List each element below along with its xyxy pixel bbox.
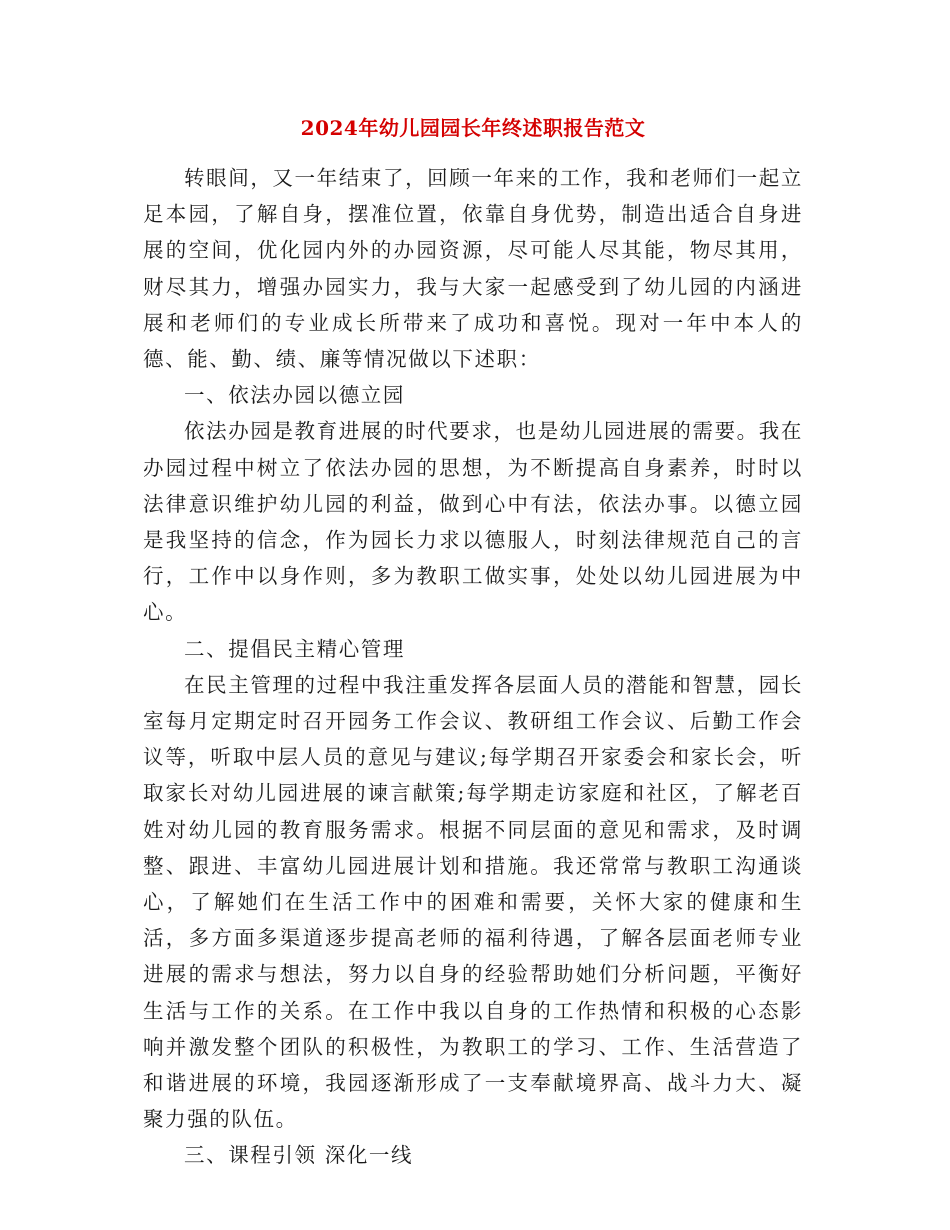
intro-paragraph: 转眼间，又一年结束了，回顾一年来的工作，我和老师们一起立足本园，了解自身，摆准位置，依靠自身优势，制造出适合自身进展的空间，优化园内外的办园资源，尽可能人尽其能，物尽其用，财尽其力，增强办园实力，我与大家一起感受到了幼儿园的内涵进展和老师们的专业成长所带来了成功和喜悦。现对一年中本人的德、能、勤、绩、廉等情况做以下述职： <box>143 166 803 372</box>
section-1-paragraph: 依法办园是教育进展的时代要求，也是幼儿园进展的需要。我在办园过程中树立了依法办园的思想，为不断提高自身素养，时时以法律意识维护幼儿园的利益，做到心中有法，依法办事。以德立园是我坚持的信念，作为园长力求以德服人，时刻法律规范自己的言行，工作中以身作则，多为教职工做实事，处处以幼儿园进展为中心。 <box>143 419 803 625</box>
section-heading-3: 三、课程引领 深化一线 <box>184 1143 414 1168</box>
section-2-paragraph: 在民主管理的过程中我注重发挥各层面人员的潜能和智慧，园长室每月定期定时召开园务工作会议、教研组工作会议、后勤工作会议等，听取中层人员的意见与建议;每学期召开家委会和家长会，听取家长对幼儿园进展的谏言献策;每学期走访家庭和社区，了解老百姓对幼儿园的教育服务需求。根据不同层面的意见和需求，及时调整、跟进、丰富幼儿园进展计划和措施。我还常常与教职工沟通谈心，了解她们在生活工作中的困难和需要，关怀大家的健康和生活，多方面多渠道逐步提高老师的福利待遇，了解各层面老师专业进展的需求与想法，努力以自身的经验帮助她们分析问题，平衡好生活与工作的关系。在工作中我以自身的工作热情和积极的心态影响并激发整个团队的积极性，为教职工的学习、工作、生活营造了和谐进展的环境，我园逐渐形成了一支奉献境界高、战斗力大、凝聚力强的队伍。 <box>143 672 803 1132</box>
section-heading-2: 二、提倡民主精心管理 <box>184 636 405 661</box>
document-title: 2024年幼儿园园长年终述职报告范文 <box>300 116 646 140</box>
section-heading-1: 一、依法办园以德立园 <box>184 383 405 408</box>
document-page <box>143 112 803 1174</box>
